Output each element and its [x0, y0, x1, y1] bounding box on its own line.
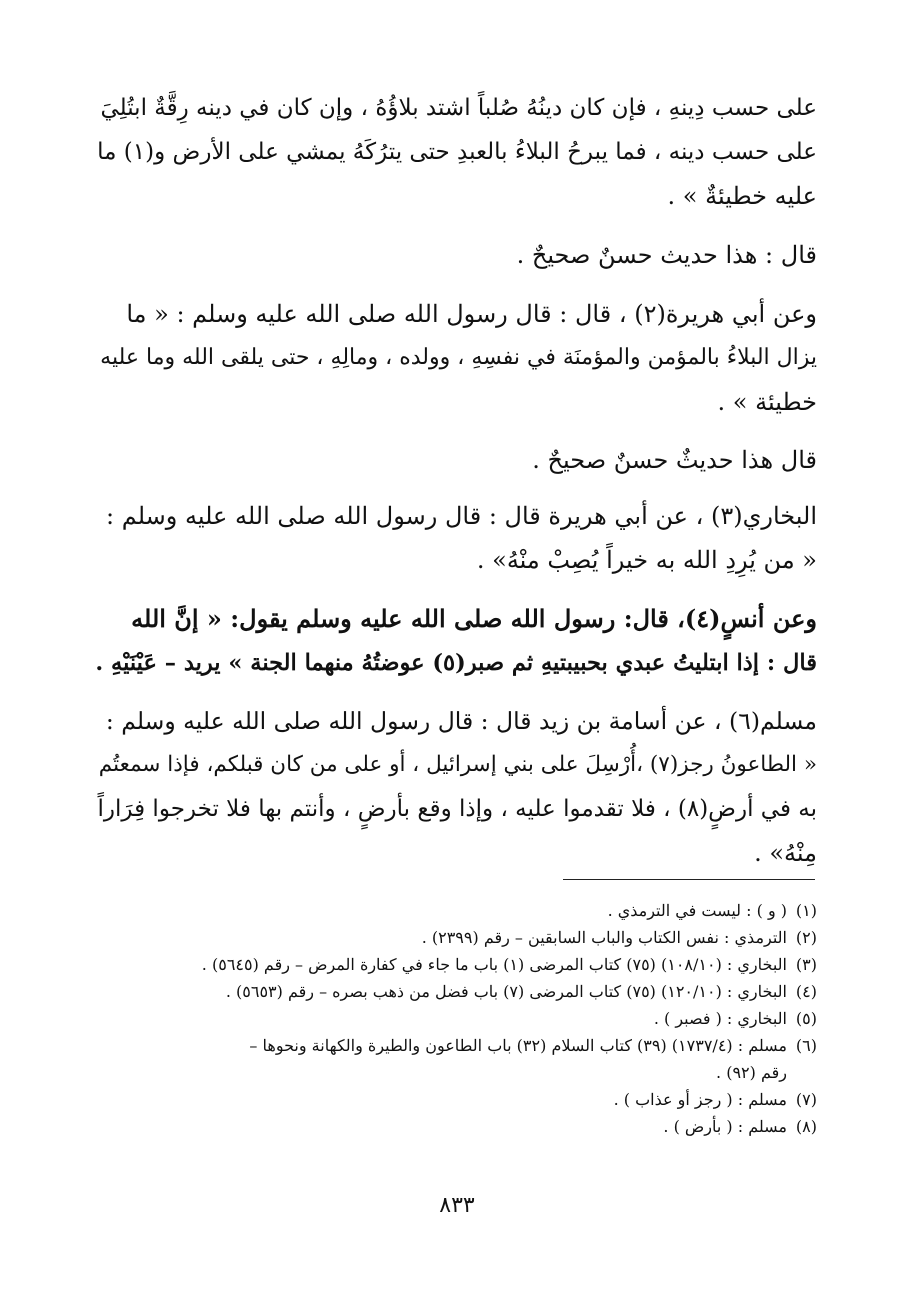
text-line: قال : إذا ابتليتُ عبدي بحبيبتيهِ ثم صبر(٥) عوضتُهُ منهما الجنة » يريد – عَيْنَيْهِ . [95, 650, 817, 676]
text-line: به في أرضٍ(٨) ، فلا تقدموا عليه ، وإذا وقع بأرضٍ ، وأنتم بها فلا تخرجوا فِرَاراً [97, 796, 817, 822]
text-line: يزال البلاءُ بالمؤمن والمؤمنَة في نفسِهِ ، وولده ، ومالِهِ ، حتى يلقى الله وما عليه [100, 345, 817, 370]
text-line: « من يُرِدِ الله به خيراً يُصِبْ منْهُ» . [476, 546, 817, 574]
footnote-continuation [95, 1059, 817, 1086]
text-line: قال : هذا حديث حسنٌ صحيحٌ . [516, 241, 817, 269]
footnote [95, 978, 817, 1005]
footnote [95, 924, 817, 951]
text-line: عليه خطيئةٌ » . [667, 182, 817, 210]
text-line: وعن أبي هريرة(٢) ، قال : قال رسول الله صلى الله عليه وسلم : « ما [126, 300, 817, 328]
footnote-number: (٥) [795, 1009, 817, 1028]
footnote-text: رقم (٩٢) . [716, 1063, 787, 1082]
hadith-text-paragraph [95, 494, 817, 582]
footnote [95, 951, 817, 978]
text-line: على حسب دينه ، فما يبرحُ البلاءُ بالعبدِ حتى يترُكَهُ يمشي على الأرض و(١) ما [97, 139, 817, 165]
grading-paragraph [95, 438, 817, 482]
footnote-text: ( و ) : ليست في الترمذي . [607, 901, 787, 920]
footnote [95, 1005, 817, 1032]
text-line: البخاري(٣) ، عن أبي هريرة قال : قال رسول الله صلى الله عليه وسلم : [106, 502, 817, 530]
footnote [95, 1032, 817, 1059]
grading-paragraph [95, 233, 817, 277]
hadith-text-paragraph [95, 86, 817, 218]
footnote-text: الترمذي : نفس الكتاب والباب السابقين – رقم (٢٣٩٩) . [421, 928, 787, 947]
footnote-text: البخاري : (١٠٨/١٠) (٧٥) كتاب المرضى (١) باب ما جاء في كفارة المرض – رقم (٥٦٤٥) . [201, 955, 787, 974]
footnote-text: البخاري : (١٢٠/١٠) (٧٥) كتاب المرضى (٧) باب فضل من ذهب بصره – رقم (٥٦٥٣) . [225, 982, 787, 1001]
footnote-separator [563, 879, 815, 880]
footnote [95, 1086, 817, 1113]
footnote-number: (٣) [795, 955, 817, 974]
text-line: مِنْهُ» . [754, 839, 817, 867]
footnote [95, 1113, 817, 1140]
text-line: « الطاعونُ رجز(٧) ،أُرْسِلَ على بني إسرائيل ، أو على من كان قبلكم، فإذا سمعتُم [98, 752, 817, 777]
text-line: وعن أنسٍ(٤)، قال: رسول الله صلى الله عليه وسلم يقول: « إنَّ الله [131, 604, 817, 633]
footnote-number: (٦) [795, 1036, 817, 1055]
hadith-text-paragraph [95, 699, 817, 875]
footnote-text: مسلم : (١٧٣٧/٤) (٣٩) كتاب السلام (٣٢) باب الطاعون والطيرة والكهانة ونحوها – [249, 1036, 787, 1055]
page-number: ٨٣٣ [439, 1193, 475, 1218]
footnote-text: مسلم : ( بأرض ) . [663, 1117, 787, 1136]
text-line: على حسب دِينهِ ، فإن كان دينُهُ صُلباً اشتد بلاؤُهُ ، وإن كان في دينه رِقَّةٌ ابتُلِيَ [100, 95, 817, 121]
footnote-number: (٨) [795, 1117, 817, 1136]
text-line: خطيئة » . [717, 388, 817, 416]
footnote-text: مسلم : ( رجز أو عذاب ) . [613, 1090, 787, 1109]
text-line: قال هذا حديثٌ حسنٌ صحيحٌ . [532, 446, 817, 474]
text-line: مسلم(٦) ، عن أسامة بن زيد قال : قال رسول الله صلى الله عليه وسلم : [105, 707, 817, 735]
footnote-text: البخاري : ( فصبر ) . [653, 1009, 787, 1028]
footnote [95, 897, 817, 924]
footnote-number: (٢) [795, 928, 817, 947]
footnote-number: (٧) [795, 1090, 817, 1109]
hadith-text-paragraph [95, 292, 817, 424]
footnote-number: (١) [795, 901, 817, 920]
footnotes [95, 897, 817, 1140]
hadith-text-paragraph [95, 597, 817, 685]
footnote-number: (٤) [795, 982, 817, 1001]
